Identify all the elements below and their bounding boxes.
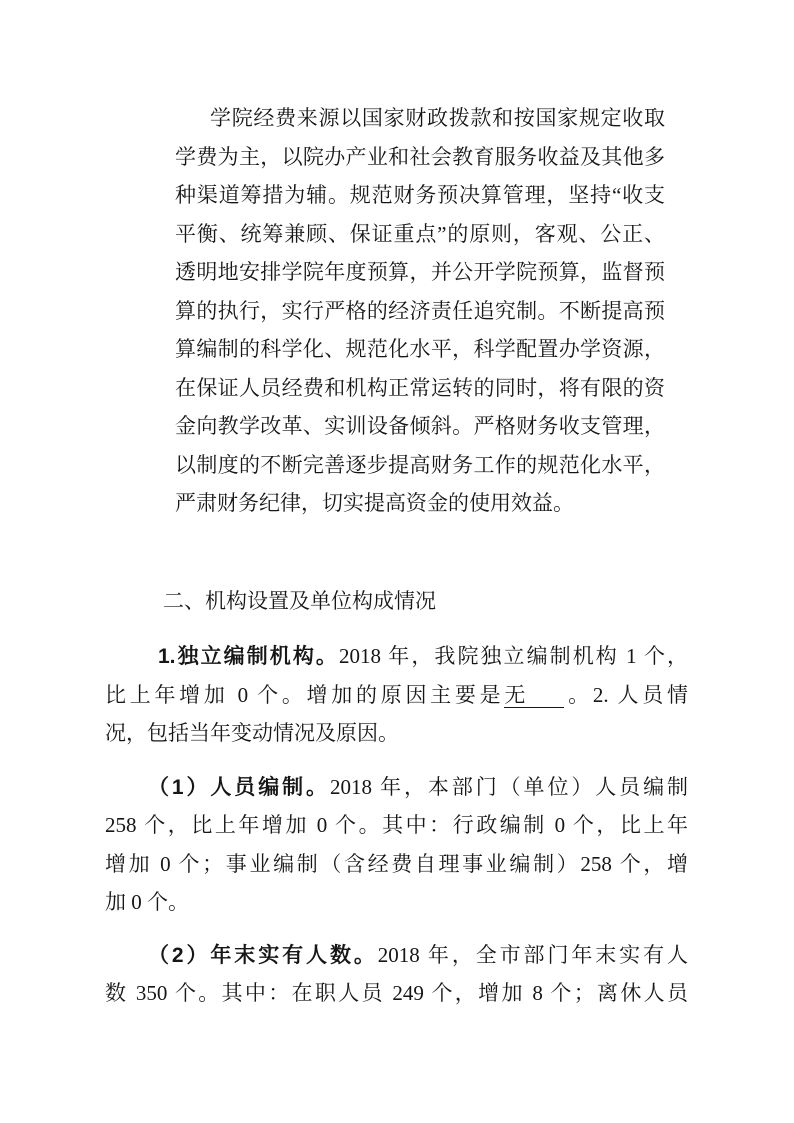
text-line (175, 292, 665, 331)
text-run: 增加 0 个；事业编制（含经费自理事业编制）258 个，增 (105, 851, 688, 876)
text-run: 平衡、统筹兼顾、保证重点”的原则，客观、公正、 (175, 221, 665, 246)
text-line (175, 446, 665, 485)
text-line (175, 369, 665, 408)
intro-funding-paragraph (175, 99, 665, 523)
text-line (105, 582, 688, 621)
text-line (105, 936, 688, 975)
section-heading-2 (105, 582, 688, 621)
text-line (175, 138, 665, 177)
text-run: 透明地安排学院年度预算，并公开学院预算，监督预 (175, 260, 665, 284)
text-run: 加 0 个。 (105, 890, 189, 914)
text-line (105, 714, 688, 753)
text-line (105, 974, 688, 1013)
text-line (105, 806, 688, 845)
text-line (105, 845, 688, 884)
text-line (175, 484, 665, 523)
text-run: 数 350 个。其中：在职人员 249 个，增加 8 个；离休人员 (105, 981, 688, 1005)
text-line (175, 253, 665, 292)
text-line (175, 176, 665, 215)
text-line (175, 330, 665, 369)
text-run: 2018 年，全市部门年末实有人 (377, 942, 688, 967)
text-line (175, 99, 665, 138)
text-line (175, 407, 665, 446)
text-run: 258 个，比上年增加 0 个。其中：行政编制 0 个，比上年 (105, 813, 688, 837)
underlined-blank: 无 (504, 683, 564, 708)
text-run: 算的执行，实行严格的经济责任追究制。不断提高预 (175, 298, 665, 323)
text-run: 况，包括当年变动情况及原因。 (105, 721, 399, 745)
text-run: 2018 年，本部门（单位）人员编制 (329, 774, 689, 799)
text-line (105, 883, 688, 922)
text-run: 金向教学改革、实训设备倾斜。严格财务收支管理， (175, 414, 665, 438)
item-2-1-staff-establishment (105, 768, 688, 922)
text-line (105, 768, 688, 807)
text-run: 种渠道筹措为辅。规范财务预决算管理，坚持“收支 (175, 183, 665, 207)
text-run: 。2. 人员情 (564, 682, 689, 707)
bold-lead-text: （2）年末实有人数。 (148, 943, 378, 967)
text-run: 学院经费来源以国家财政拨款和按国家规定收取 (210, 106, 665, 130)
text-line (175, 215, 665, 254)
text-run: 以制度的不断完善逐步提高财务工作的规范化水平， (175, 452, 665, 477)
text-line (105, 637, 688, 676)
text-run: 算编制的科学化、规范化水平，科学配置办学资源， (175, 337, 665, 361)
item-1-independent-organizations (105, 637, 688, 753)
text-run: 学费为主，以院办产业和社会教育服务收益及其他多 (175, 144, 665, 169)
text-run: 2018 年，我院独立编制机构 1 个， (338, 644, 689, 668)
text-run: 比上年增加 0 个。增加的原因主要是 (105, 682, 505, 707)
text-line (105, 676, 688, 715)
text-run: 二、机构设置及单位构成情况 (163, 588, 436, 613)
bold-lead-text: （1）人员编制。 (148, 775, 330, 799)
bold-lead-text: 1.独立编制机构。 (158, 645, 339, 668)
item-2-2-year-end-headcount (105, 936, 688, 1013)
text-run: 在保证人员经费和机构正常运转的同时，将有限的资 (175, 375, 665, 400)
text-run: 严肃财务纪律，切实提高资金的使用效益。 (175, 491, 574, 515)
